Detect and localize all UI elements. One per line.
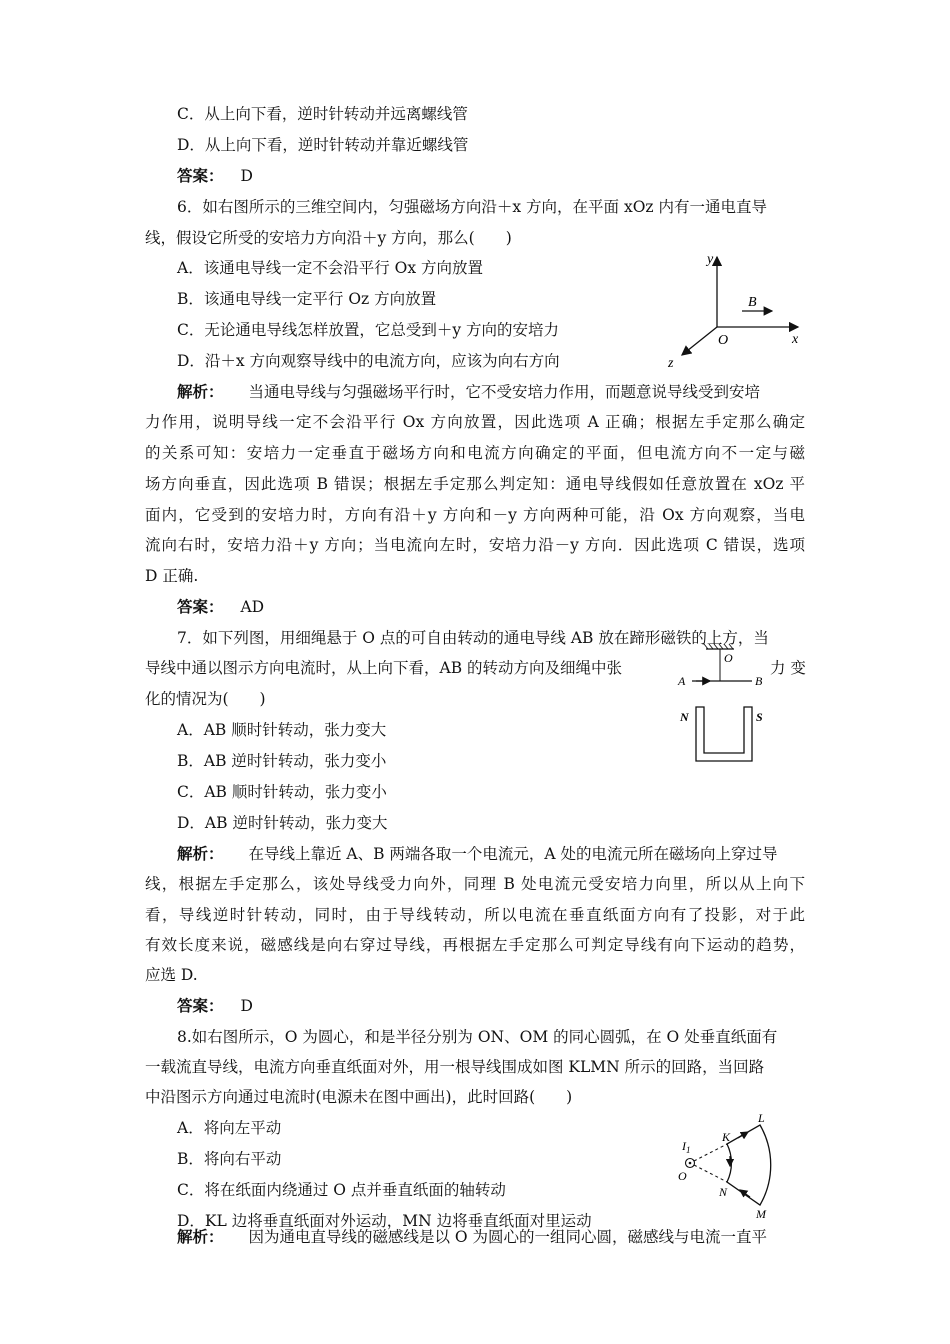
- q7-magnet-figure: [672, 643, 778, 768]
- q7-explain-line-5: 应选 D.: [145, 966, 198, 984]
- q6-explain-line-4: 场方向垂直，因此选项 B 错误；根据左手定那么判定知：通电导线假如任意放置在 xOz 平: [145, 475, 805, 493]
- q6-stem-line-1: 6．如右图所示的三维空间内，匀强磁场方向沿＋x 方向，在平面 xOz 内有一通电直导: [177, 198, 768, 216]
- origin-label: O: [718, 333, 729, 348]
- q8-option-c: C．将在纸面内绕通过 O 点并垂直纸面的轴转动: [177, 1181, 506, 1199]
- q6-option-a: A．该通电导线一定不会沿平行 Ox 方向放置: [177, 259, 483, 277]
- q8-stem-line-3: 中沿图示方向通过电流时(电源未在图中画出)，此时回路( ): [145, 1088, 573, 1106]
- m-label: M: [756, 1207, 766, 1221]
- loop-klmn: [727, 1125, 771, 1205]
- explain-text: 在导线上靠近 A、B 两端各取一个电流元，A 处的电流元所在磁场向上穿过导: [248, 845, 778, 863]
- y-axis-label: y: [707, 252, 714, 267]
- q7-stem-line-1: 7．如下列图，用细绳悬于 O 点的可自由转动的通电导线 AB 放在蹄形磁铁的上方，当: [177, 629, 769, 647]
- q8-option-a: A．将向左平动: [177, 1119, 282, 1137]
- q8-explain-line-1: [177, 1226, 767, 1248]
- q6-explain-line-3: 的关系可知：安培力一定垂直于磁场方向和电流方向确定的平面，但电流方向不一定与磁: [145, 444, 805, 462]
- n-pole-label: N: [680, 710, 689, 724]
- q7-explain-line-2: 线，根据左手定那么，该处导线受力向外，同理 B 处电流元受安培力向里，所以从上向下: [145, 875, 805, 893]
- q7-option-d: D．AB 逆时针转动，张力变大: [177, 814, 388, 832]
- q7-option-c: C．AB 顺时针转动，张力变小: [177, 783, 387, 801]
- explain-label: 解析：: [177, 382, 224, 401]
- explain-label: 解析：: [177, 1227, 224, 1246]
- q7-explain-line-1: [177, 843, 778, 865]
- q7-explain-line-4: 有效长度来说，磁感线是向右穿过导线，再根据左手定那么可判定导线有向下运动的趋势，: [145, 936, 805, 954]
- answer-label: 答案：: [177, 996, 224, 1015]
- q5-option-c: C．从上向下看，逆时针转动并远离螺线管: [177, 105, 468, 123]
- q5-answer: [177, 165, 253, 187]
- n-label: N: [719, 1185, 728, 1199]
- q7-stem-line-2b: 力 变: [770, 659, 806, 677]
- q8-option-d: D．KL 边将垂直纸面对外运动，MN 边将垂直纸面对里运动: [177, 1212, 592, 1230]
- explain-text: 因为通电直导线的磁感线是以 O 为圆心的一组同心圆，磁感线与电流一直平: [248, 1228, 768, 1246]
- q7-stem-line-3: 化的情况为( ): [145, 690, 266, 708]
- q7-answer: [177, 995, 253, 1017]
- x-axis-label: x: [792, 332, 799, 347]
- answer-value: D: [240, 997, 253, 1015]
- answer-value: D: [240, 167, 253, 185]
- explain-label: 解析：: [177, 844, 224, 863]
- q7-explain-line-3: 看，导线逆时针转动，同时，由于导线转动，所以电流在垂直纸面方向有了投影，对于此: [145, 906, 805, 924]
- q7-option-a: A．AB 顺时针转动，张力变大: [177, 721, 387, 739]
- current-label: $I_1$: [682, 1139, 691, 1155]
- q5-option-d: D．从上向下看，逆时针转动并靠近螺线管: [177, 136, 469, 154]
- a-label: A: [678, 674, 686, 688]
- l-label: L: [758, 1111, 765, 1125]
- answer-label: 答案：: [177, 166, 224, 185]
- q6-stem-line-2: 线，假设它所受的安培力方向沿＋y 方向，那么( ): [145, 229, 512, 247]
- q6-option-d: D．沿＋x 方向观察导线中的电流方向，应该为向右方向: [177, 352, 560, 370]
- horseshoe-magnet: [696, 707, 752, 761]
- answer-label: 答案：: [177, 597, 224, 616]
- q6-option-c: C．无论通电导线怎样放置，它总受到＋y 方向的安培力: [177, 321, 560, 339]
- z-axis-label: z: [668, 356, 674, 371]
- q8-stem-line-2: 一载流直导线，电流方向垂直纸面对外，用一根导线围成如图 KLMN 所示的回路，当回路: [145, 1058, 765, 1076]
- q8-stem-line-1: 8.如右图所示，O 为圆心，和是半径分别为 ON、OM 的同心圆弧，在 O 处垂直纸面有: [177, 1028, 778, 1046]
- s-pole-label: S: [756, 710, 763, 724]
- q6-option-b: B．该通电导线一定平行 Oz 方向放置: [177, 290, 437, 308]
- q6-explain-line-5: 面内，它受到的安培力时，方向有沿＋y 方向和－y 方向两种可能，沿 Ox 方向观察，当电: [145, 506, 805, 524]
- o-label: O: [678, 1169, 687, 1183]
- q6-explain-line-1: [177, 381, 760, 403]
- q8-option-b: B．将向右平动: [177, 1150, 282, 1168]
- o-label: O: [724, 651, 733, 665]
- q6-explain-line-6: 流向右时，安培力沿＋y 方向；当电流向左时，安培力沿－y 方向．因此选项 C 错误，选项: [145, 536, 805, 554]
- q6-explain-line-2: 力作用，说明导线一定不会沿平行 Ox 方向放置，因此选项 A 正确；根据左手定那么确定: [145, 413, 805, 431]
- explain-text: 当通电导线与匀强磁场平行时，它不受安培力作用，而题意说导线受到安培: [248, 383, 760, 401]
- q7-stem-line-2a: 导线中通以图示方向电流时，从上向下看，AB 的转动方向及细绳中张: [145, 659, 623, 677]
- q6-axes-figure: [660, 245, 810, 373]
- b-field-label: B: [748, 295, 757, 310]
- q6-explain-line-7: D 正确.: [145, 567, 199, 585]
- q6-answer: [177, 596, 264, 618]
- q7-option-b: B．AB 逆时针转动，张力变小: [177, 752, 387, 770]
- z-axis: [682, 327, 717, 355]
- answer-value: AD: [240, 598, 265, 616]
- q8-loop-figure: [672, 1110, 792, 1222]
- k-label: K: [722, 1130, 731, 1144]
- b-label: B: [755, 674, 763, 688]
